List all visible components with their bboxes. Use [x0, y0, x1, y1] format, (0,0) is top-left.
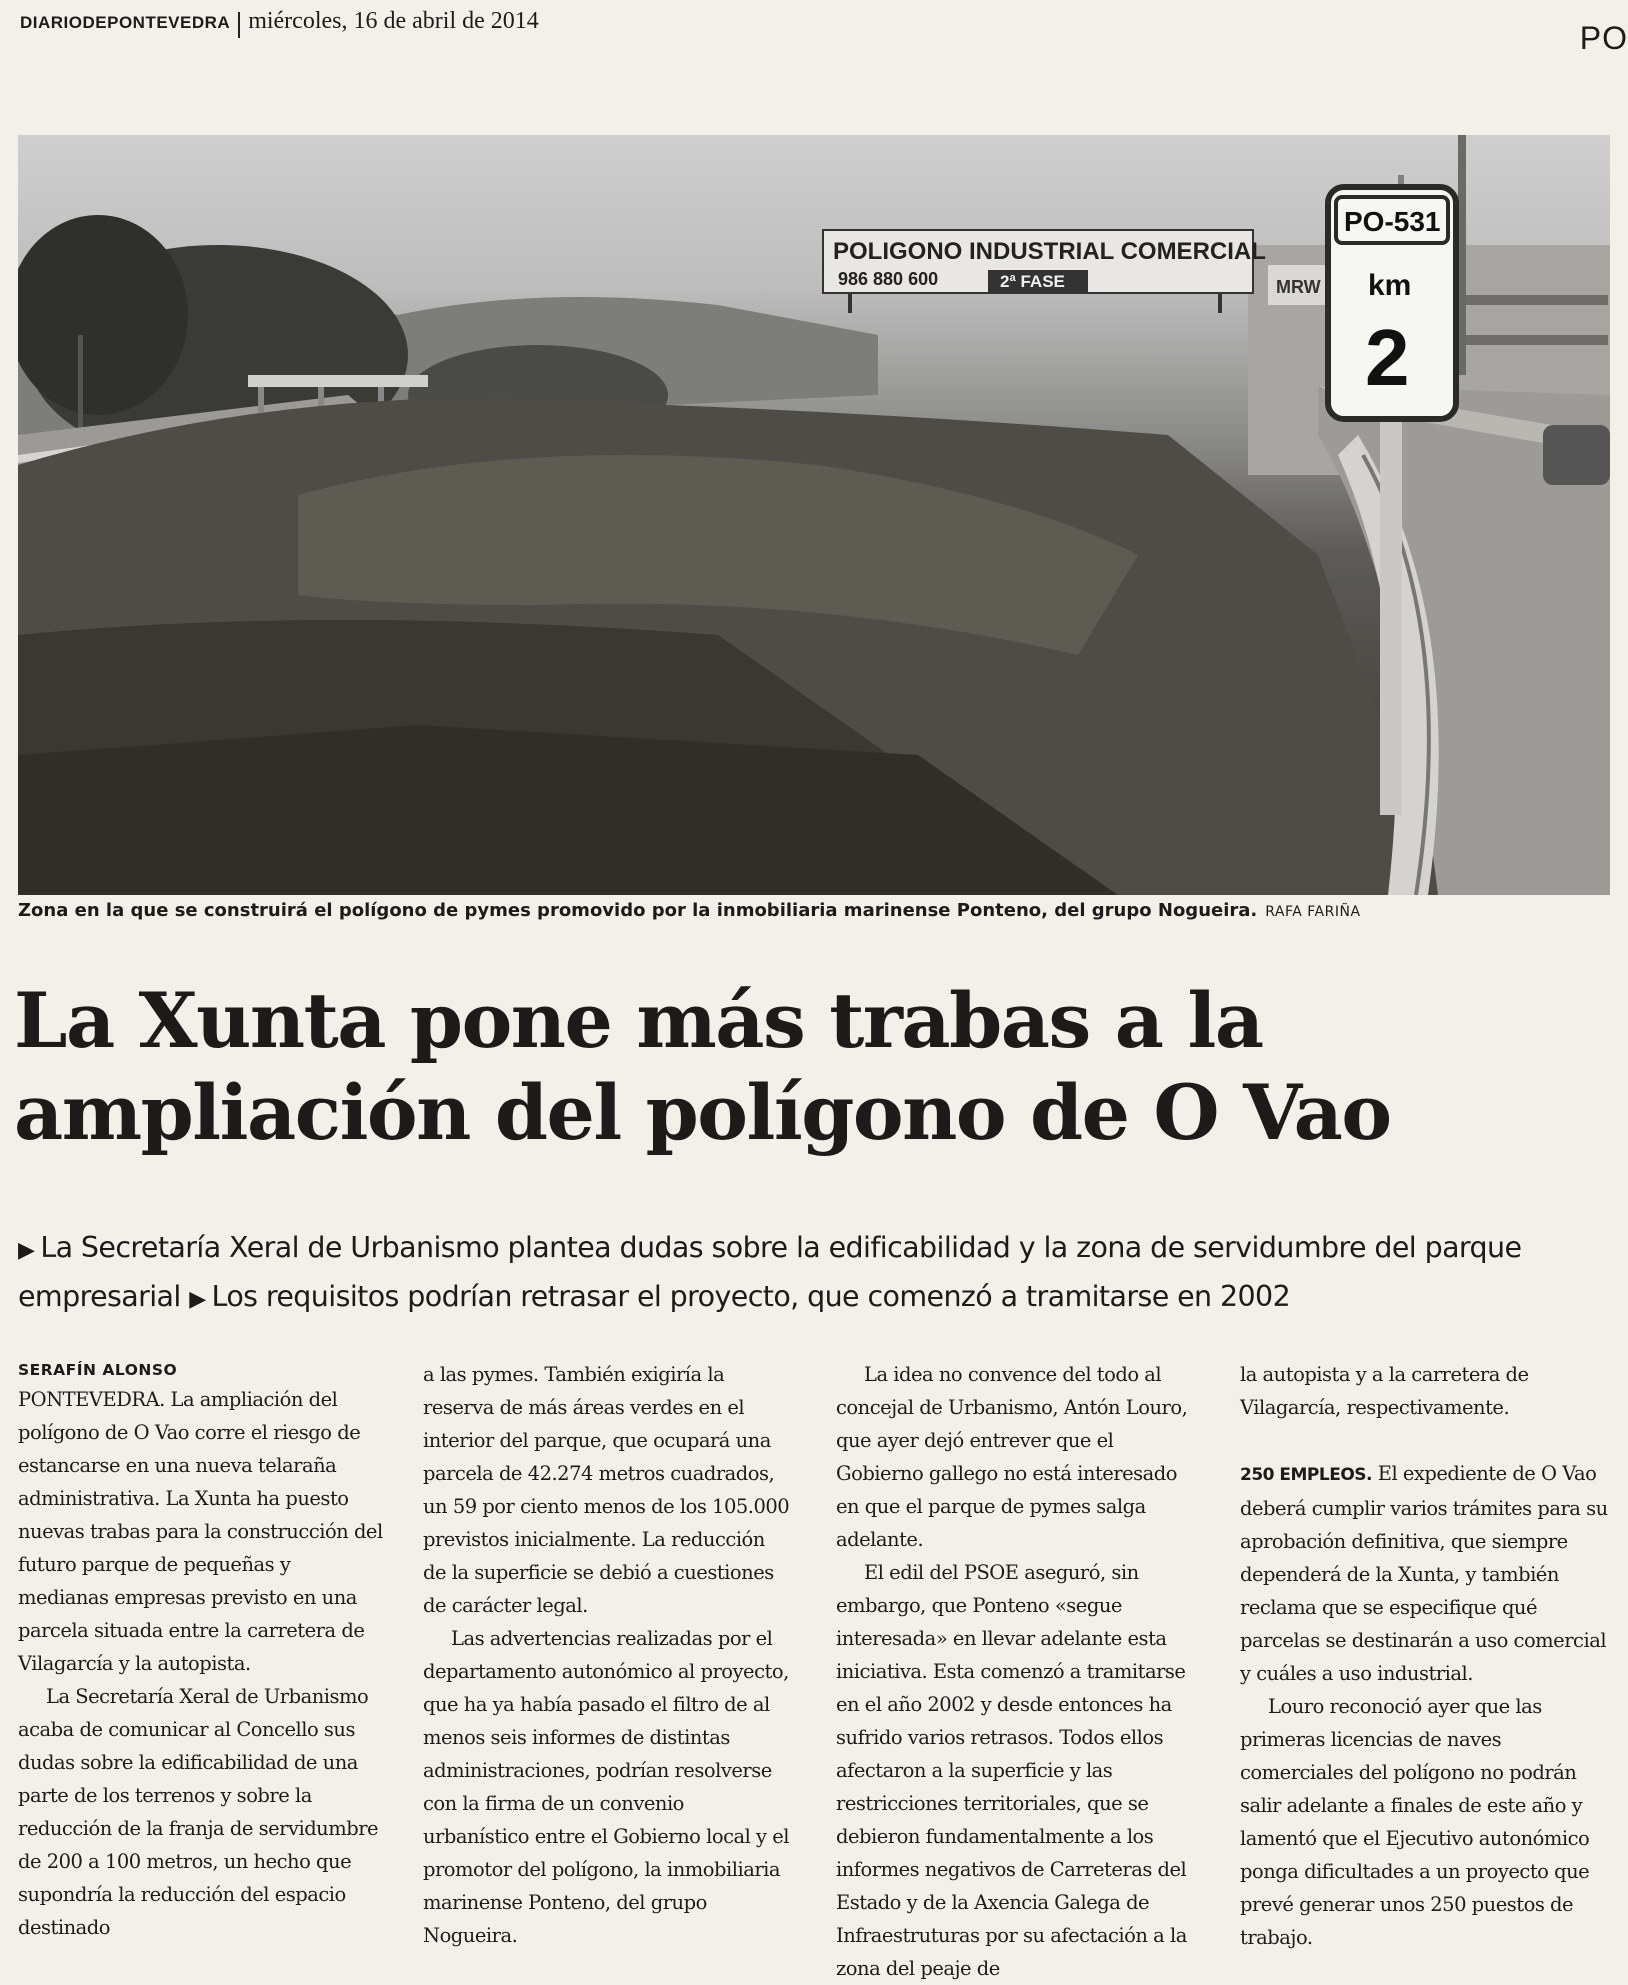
headline — [14, 975, 1614, 1159]
paragraph: La idea no convence del todo al concejal de Urbanismo, Antón Louro, que ayer dejó entrever que el Gobierno gallego no está interesado en que el parque de pymes salga adelante. — [836, 1363, 1188, 1551]
paragraph: Louro reconoció ayer que las primeras licencias de naves comerciales del polígono no podrán salir adelante a finales de este año y lamentó que el Ejecutivo autonómico ponga dificultades a un proyecto que prevé generar unos 250 puestos de trabajo. — [1240, 1695, 1590, 1949]
photo-caption — [18, 900, 1610, 921]
paragraph: a las pymes. También exigiría la reserva de más áreas verdes en el interior del parque, que ocupará una parcela de 42.274 metros cuadrados, un 59 por ciento menos de los 105.000 previstos inicialmente. La reducción de la superficie se debió a cuestiones de carácter legal. — [423, 1363, 790, 1617]
paragraph: la autopista y a la carretera de Vilagarcía, respectivamente. — [1240, 1363, 1529, 1419]
paragraph-text: El expediente de O Vao deberá cumplir varios trámites para su aprobación definitiva, que siempre dependerá de la Xunta, y también reclama que se especifique qué parcelas se destinarán a uso comercial y cuáles a uso industrial. — [1240, 1462, 1608, 1685]
photo-credit: RAFA FARIÑA — [1265, 904, 1361, 920]
road-sign-unit: km — [1368, 269, 1412, 302]
masthead — [20, 8, 539, 42]
paragraph: La Secretaría Xeral de Urbanismo acaba de comunicar al Concello sus dudas sobre la edificabilidad de una parte de los terrenos y sobre la reducción de la franja de servidumbre de 200 a 100 metros, un hecho que supondría la reducción del espacio destinado — [18, 1685, 379, 1939]
paper-name: DIARIODEPONTEVEDRA — [20, 13, 231, 32]
caption-text: Zona en la que se construirá el polígono de pymes promovido por la inmobiliaria marinense Ponteno, del grupo Nogueira. — [18, 900, 1258, 921]
headline-line-2: ampliación del polígono de O Vao — [14, 1068, 1391, 1157]
paragraph: PONTEVEDRA. La ampliación del polígono de O Vao corre el riesgo de estancarse en una nueva telaraña administrativa. La Xunta ha puesto nuevas trabas para la construcción del futuro parque de pequeñas y medianas empresas previsto en una parcela situada entre la carretera de Vilagarcía y la autopista. — [18, 1388, 383, 1675]
section-tag: PO — [1579, 20, 1628, 56]
article-column-4 — [1240, 1358, 1608, 1954]
subtitle-part-2: Los requisitos podrían retrasar el proyecto, que comenzó a tramitarse en 2002 — [211, 1280, 1291, 1313]
billboard-phase: 2ª FASE — [1000, 272, 1065, 291]
paragraph — [1240, 1457, 1608, 1690]
issue-date: miércoles, 16 de abril de 2014 — [248, 8, 539, 34]
triangle-bullet-icon: ▶ — [18, 1238, 35, 1263]
road-sign-number: 2 — [1365, 313, 1410, 402]
paragraph: Las advertencias realizadas por el departamento autonómico al proyecto, que ha ya había pasado el filtro de al menos seis informes de distintas administraciones, podrían resolverse con la firma de un convenio urbanístico entre el Gobierno local y el promotor del polígono, la inmobiliaria marinense Ponteno, del grupo Nogueira. — [423, 1627, 790, 1947]
byline: SERAFÍN ALONSO — [18, 1361, 178, 1379]
road-sign-code: PO-531 — [1344, 206, 1441, 237]
article-column-2 — [423, 1358, 791, 1952]
news-photo — [18, 135, 1610, 895]
article-column-3 — [836, 1358, 1204, 1985]
subtitle-part-1: La Secretaría Xeral de Urbanismo plantea dudas sobre la edificabilidad y la zona de servidumbre del parque empresarial — [18, 1231, 1522, 1313]
section-lead: 250 EMPLEOS. — [1240, 1465, 1372, 1485]
triangle-bullet-icon: ▶ — [189, 1287, 206, 1312]
subtitle — [18, 1225, 1610, 1323]
paragraph: El edil del PSOE aseguró, sin embargo, que Ponteno «segue interesada» en llevar adelante esta iniciativa. Esta comenzó a tramitarse en el año 2002 y desde entonces ha sufrido varios retrasos. Todos ellos afectaron a la superficie y las restricciones territoriales, que se debieron fundamentalmente a los informes negativos de Carreteras del Estado y de la Axencia Galega de Infraestruturas por su afectación a la zona del peaje de — [836, 1561, 1187, 1980]
building-sign: MRW — [1276, 277, 1321, 297]
billboard-phone: 986 880 600 — [838, 269, 939, 289]
billboard-title: POLIGONO INDUSTRIAL COMERCIAL — [833, 238, 1266, 265]
headline-line-1: La Xunta pone más trabas a la — [14, 976, 1263, 1065]
photo-scene — [18, 135, 1610, 895]
article-column-1 — [18, 1383, 386, 1944]
masthead-divider — [238, 12, 240, 38]
